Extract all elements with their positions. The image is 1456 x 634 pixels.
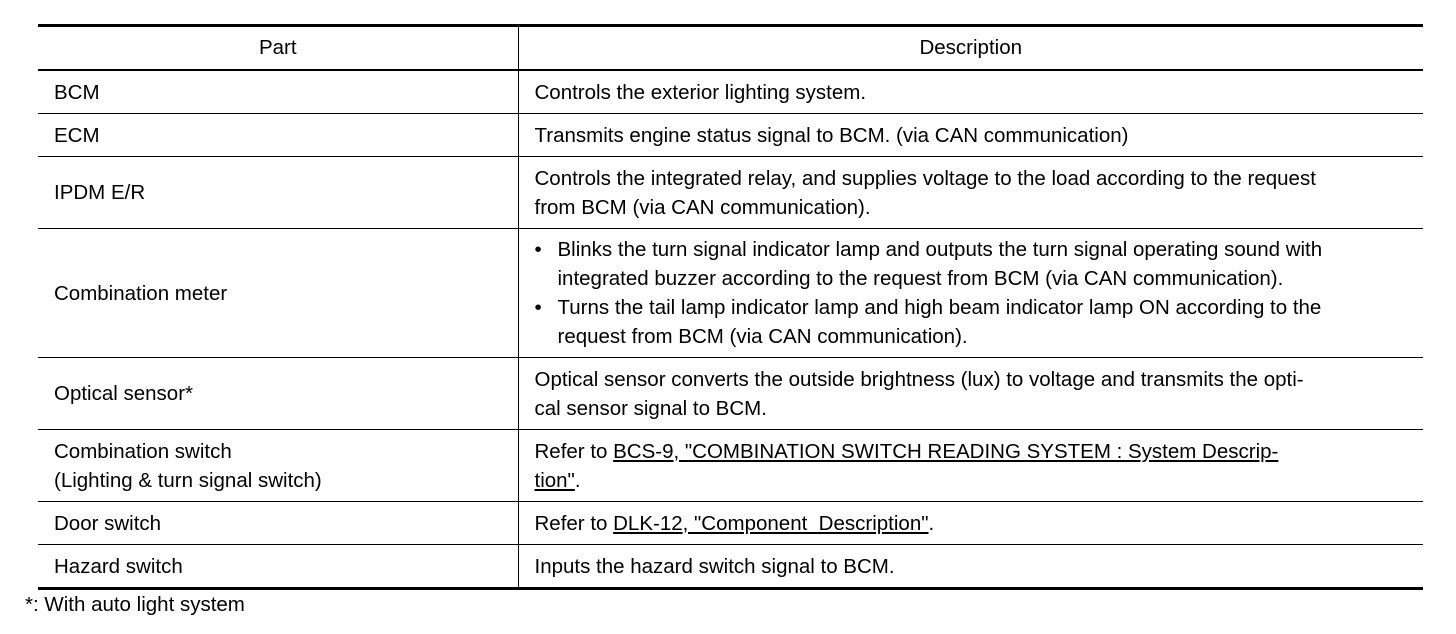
description-cell <box>518 430 1423 502</box>
part-line: (Lighting & turn signal switch) <box>54 468 322 492</box>
bullet-item <box>535 235 1410 293</box>
table-row <box>38 502 1423 545</box>
part-cell: Combination meter <box>38 229 518 358</box>
description-cell <box>518 229 1423 358</box>
description-line: Blinks the turn signal indicator lamp and outputs the turn signal operating sound with <box>557 238 1323 261</box>
table-row <box>38 70 1423 114</box>
table-row <box>38 229 1423 358</box>
footnote: *: With auto light system <box>25 593 245 616</box>
description-line: Controls the integrated relay, and supplies voltage to the load according to the request <box>534 166 1316 190</box>
part-cell: Optical sensor* <box>38 358 518 430</box>
refer-prefix: Refer to <box>534 439 614 463</box>
table-row <box>38 430 1423 502</box>
table-row <box>38 157 1423 229</box>
component-parts-table <box>38 24 1423 590</box>
part-cell <box>38 430 518 502</box>
description-bullet-list <box>535 235 1410 351</box>
description-line: integrated buzzer according to the request from BCM (via CAN communication). <box>557 267 1284 290</box>
table-row <box>38 114 1423 157</box>
description-line: Optical sensor converts the outside brightness (lux) to voltage and transmits the opti- <box>534 367 1304 391</box>
part-cell: IPDM E/R <box>38 157 518 229</box>
description-line: from BCM (via CAN communication). <box>534 195 871 219</box>
header-part: Part <box>38 26 518 71</box>
description-line: Turns the tail lamp indicator lamp and high beam indicator lamp ON according to the <box>557 296 1322 319</box>
part-cell: BCM <box>38 70 518 114</box>
dlk-12-reference-link[interactable]: DLK-12, "Component Description" <box>613 511 929 535</box>
part-line: Combination switch <box>54 439 232 463</box>
header-description: Description <box>518 26 1423 71</box>
link-line[interactable]: BCS-9, "COMBINATION SWITCH READING SYSTEM : System Descrip- <box>613 439 1279 463</box>
link-line[interactable]: tion" <box>534 468 575 492</box>
bcs-9-reference-link[interactable] <box>535 440 1279 492</box>
description-line: request from BCM (via CAN communication). <box>557 325 968 348</box>
description-cell: Inputs the hazard switch signal to BCM. <box>518 545 1423 589</box>
part-cell: Door switch <box>38 502 518 545</box>
description-cell: Transmits engine status signal to BCM. (via CAN communication) <box>518 114 1423 157</box>
refer-prefix: Refer to <box>534 511 614 535</box>
description-cell: Controls the exterior lighting system. <box>518 70 1423 114</box>
suffix-period: . <box>928 511 935 535</box>
bullet-item <box>535 293 1410 351</box>
table-row <box>38 358 1423 430</box>
description-cell <box>518 157 1423 229</box>
part-cell: ECM <box>38 114 518 157</box>
table-header-row <box>38 26 1423 71</box>
description-cell <box>518 358 1423 430</box>
description-line: cal sensor signal to BCM. <box>534 396 767 420</box>
part-cell: Hazard switch <box>38 545 518 589</box>
description-cell <box>518 502 1423 545</box>
suffix-period: . <box>574 468 581 492</box>
table-row <box>38 545 1423 589</box>
